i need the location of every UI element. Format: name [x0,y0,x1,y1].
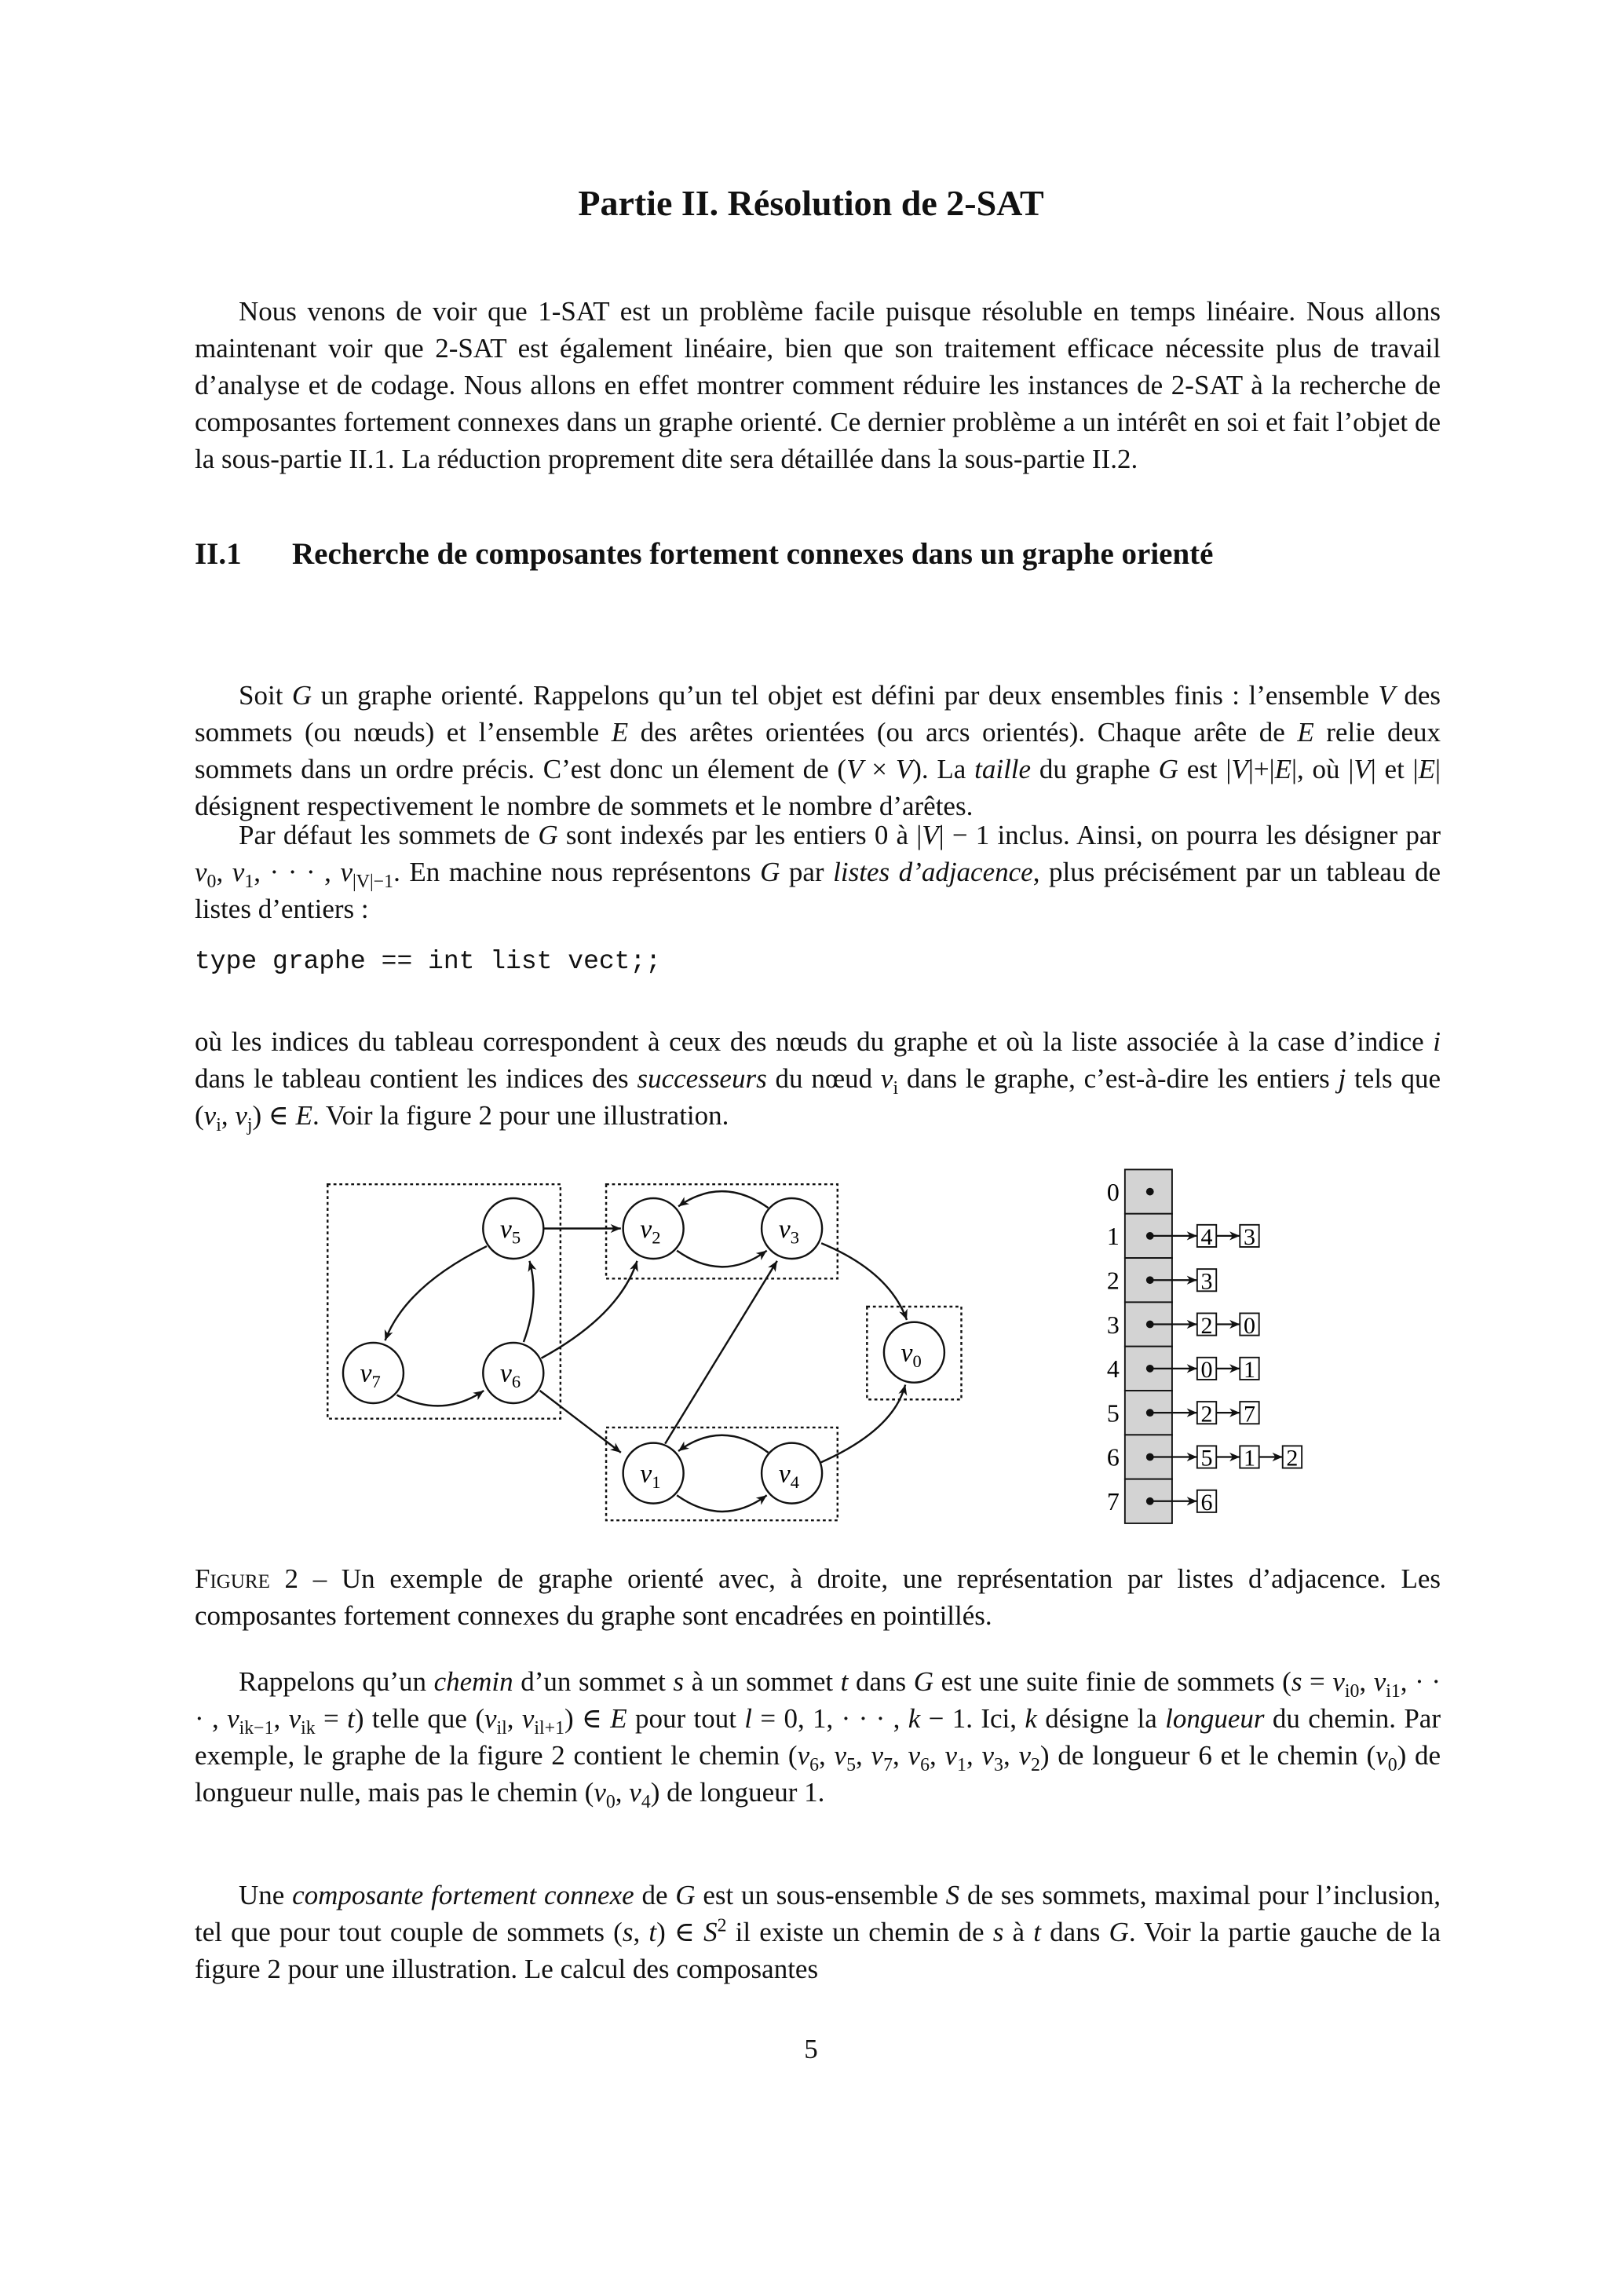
node-v4 [762,1443,822,1504]
text-segment: G [291,680,312,711]
text-segment: v [288,1703,301,1734]
text-segment: k [1025,1703,1037,1734]
text-segment: v [834,1740,847,1771]
text-segment: longueur [1165,1703,1265,1734]
text-segment: , [966,1740,982,1771]
text-segment: v [880,1063,893,1094]
text-segment: listes d’adjacence [833,857,1033,887]
list-value: 2 [1200,1312,1213,1339]
node-label: $v_0$ [901,1338,922,1371]
text-segment: ). La [912,754,975,784]
text-segment: dans le tableau contient les indices des [195,1063,637,1094]
paragraph-graph-definition [195,677,1441,824]
text-segment: i0 [1344,1681,1360,1702]
text-segment: v [797,1740,810,1771]
text-segment: tels que ( [195,1063,1441,1131]
text-segment: dans [1041,1917,1109,1947]
text-segment: |+| [1248,754,1275,784]
list-value: 4 [1200,1224,1213,1251]
edge-v4-v1 [678,1435,769,1453]
text-segment: S [703,1917,718,1947]
text-segment: = [315,1703,348,1734]
text-segment: v [195,857,207,887]
text-segment: t [347,1703,355,1734]
node-label: $v_2$ [640,1214,661,1248]
text-segment: 0 [605,1792,616,1812]
node-label: $v_4$ [778,1459,799,1492]
text-segment: − 1. Ici, [920,1703,1025,1734]
text-segment: , [273,1703,289,1734]
text-segment: v [871,1740,884,1771]
edge-v3-v2 [678,1191,769,1208]
text-segment: i [893,1078,899,1099]
text-segment: ik−1 [239,1718,274,1738]
edge-v3-v0 [821,1243,907,1320]
text-segment: un graphe orienté. Rappelons qu’un tel objet est défini par deux ensembles finis : l’ensemble [312,680,1379,711]
text-segment: v [629,1777,641,1808]
text-segment: E [1418,754,1435,784]
text-segment: Rappelons qu’un [239,1666,434,1697]
text-segment: V [1353,754,1371,784]
adjacency-row [1107,1347,1259,1391]
text-segment: E [611,717,629,748]
adjacency-row [1107,1479,1216,1523]
text-segment: 0 [1387,1755,1397,1775]
text-segment: v [1373,1666,1386,1697]
text-segment: v [981,1740,995,1771]
text-segment: désigne la [1036,1703,1166,1734]
adjacency-row [1107,1435,1302,1479]
text-segment: , [1359,1666,1374,1697]
text-segment: à un sommet [684,1666,841,1697]
section-heading [195,536,1451,572]
section-title: Recherche de composantes fortement connexes dans un graphe orienté [292,537,1214,571]
section-number: II.1 [195,537,242,571]
pointer-dot [1146,1188,1154,1196]
text-segment: Une [239,1880,293,1910]
list-value: 3 [1200,1268,1213,1295]
edge-v6-v5 [524,1261,534,1342]
text-segment: , [506,1703,522,1734]
text-segment: Nous venons de voir que 1-SAT est un problème facile puisque résoluble en temps linéaire. Nous allons maintenant voir que 2-SAT est également linéaire, bien que son traitement efficace nécessite plus de travail d’analyse et de codage. Nous allons en effet montrer comment réduire les instances de 2-SAT à la recherche de composantes fortement connexes dans un graphe orienté. Ce dernier problème a un intérêt en soi et fait l’objet de la sous-partie II.1. La réduction proprement dite sera détaillée dans la sous-partie II.2. [195,296,1441,474]
list-value: 7 [1243,1401,1255,1428]
text-segment: |, où | [1291,754,1354,784]
text-segment: du nœud [766,1063,881,1094]
text-segment: v [340,857,353,887]
edge-v4-v0 [820,1385,905,1463]
list-value: 3 [1243,1224,1255,1251]
edge-v6-v1 [540,1391,621,1453]
text-segment: | − 1 inclus. Ainsi, on pourra les désigner par [938,820,1441,850]
text-segment: , plus précisément par un tableau de listes d’entiers : [195,857,1441,924]
text-segment: v [594,1777,606,1808]
text-segment: pour tout [627,1703,745,1734]
text-segment: 4 [641,1792,651,1812]
text-segment: G [1158,754,1178,784]
text-segment: il existe un chemin de [726,1917,993,1947]
text-segment: du graphe [1031,754,1159,784]
array-index: 3 [1106,1311,1120,1339]
text-segment: v [1375,1740,1388,1771]
node-label: $v_3$ [778,1214,799,1248]
node-label: $v_1$ [640,1459,661,1492]
text-segment: taille [974,754,1032,784]
text-segment: relie deux sommets dans un ordre précis. C’est donc un élement de ( [195,717,1441,784]
text-segment: s [673,1666,684,1697]
text-segment: v [232,857,245,887]
figure-caption [195,1560,1441,1634]
text-segment: G [913,1666,933,1697]
text-segment: S [945,1880,960,1910]
text-segment: = 0, 1, · · · , [752,1703,908,1734]
node-v3 [762,1198,822,1259]
text-segment: ) telle que ( [354,1703,484,1734]
paragraph-indexing [195,817,1441,927]
list-value: 1 [1243,1357,1255,1384]
text-segment: ) ∈ [564,1703,611,1734]
text-segment: l [744,1703,753,1734]
text-segment: de ses sommets, maximal pour l’inclusion, tel que pour tout couple de sommets ( [195,1880,1441,1947]
node-v7 [343,1343,404,1403]
array-index: 5 [1106,1399,1120,1428]
text-segment: sont indexés par les entiers 0 à | [557,820,922,850]
text-segment: ) de longueur nulle, mais pas le chemin ( [195,1740,1441,1808]
node-v0 [884,1322,944,1383]
array-index: 7 [1106,1488,1120,1516]
text-segment: | désignent respectivement le nombre de sommets et le nombre d’arêtes. [195,754,1441,821]
text-segment: v [203,1100,217,1131]
text-segment: , [221,1100,236,1131]
text-segment: , [1003,1740,1019,1771]
text-segment: × [863,754,896,784]
text-segment: ) de longueur 6 et le chemin ( [1039,1740,1376,1771]
text-segment: t [840,1666,849,1697]
text-segment: G [675,1880,696,1910]
text-segment: s [992,1917,1004,1947]
paragraph-intro [195,293,1441,477]
text-segment: est un sous-ensemble [695,1880,946,1910]
list-value: 1 [1243,1445,1255,1472]
node-v5 [483,1198,543,1259]
text-segment: dans [848,1666,914,1697]
text-segment: t [648,1917,657,1947]
text-segment: ) ∈ [656,1917,704,1947]
text-segment: ) ∈ [252,1100,296,1131]
text-segment: successeurs [637,1063,767,1094]
adjacency-row [1107,1169,1172,1213]
text-segment: v [227,1703,239,1734]
text-segment: est une suite finie de sommets ( [933,1666,1291,1697]
text-segment: v [1332,1666,1345,1697]
text-segment: i [1433,1026,1441,1057]
text-segment: des sommets (ou nœuds) et l’ensemble [195,680,1441,748]
node-label: $v_5$ [499,1214,521,1248]
paragraph-path-definition [195,1663,1441,1811]
text-segment: , [615,1777,630,1808]
text-segment: 1 [957,1755,966,1775]
text-segment: G [760,857,780,887]
text-segment: dans le graphe, c’est-à-dire les entiers [898,1063,1339,1094]
array-index: 4 [1106,1355,1120,1384]
text-segment: v [521,1703,535,1734]
text-segment: de [634,1880,676,1910]
text-segment: , [892,1740,908,1771]
text-segment: il [496,1718,507,1738]
text-segment: 3 [994,1755,1003,1775]
text-segment: à [1003,1917,1034,1947]
adjacency-row [1107,1214,1259,1258]
page-title: Partie II. Résolution de 2-SAT [578,183,1044,223]
text-segment: = [1302,1666,1333,1697]
edge-v1-v4 [677,1495,767,1512]
text-segment: V [846,754,864,784]
text-segment: j [247,1115,253,1135]
text-segment: V [922,820,939,850]
text-segment: E [295,1100,312,1131]
text-segment: v [944,1740,958,1771]
node-v6 [483,1343,543,1403]
text-segment: où les indices du tableau correspondent à ceux des nœuds du graphe et où la liste associée à la case d’indice [195,1026,1434,1057]
array-index: 6 [1106,1443,1120,1472]
text-segment: j [1338,1063,1346,1094]
node-v2 [623,1198,684,1259]
text-segment: s [1291,1666,1302,1697]
text-segment: est | [1178,754,1232,784]
text-segment: ) de longueur 1. [650,1777,825,1808]
text-segment: Figure 2 [195,1563,299,1594]
text-segment: Par défaut les sommets de [239,820,539,850]
text-segment: il+1 [534,1718,564,1738]
list-value: 0 [1200,1357,1213,1384]
text-segment: |V|−1 [353,872,394,892]
code-type-definition: type graphe == int list vect;; [195,947,662,976]
edge-v7-v6 [396,1391,484,1406]
text-segment: , · · · , [254,857,341,887]
edge-v2-v3 [677,1251,767,1267]
text-segment: G [1109,1917,1129,1947]
figure-2 [0,1139,1622,1547]
text-segment: 7 [883,1755,893,1775]
text-segment: 6 [809,1755,820,1775]
text-segment: d’un sommet [521,1666,674,1697]
node-label: $v_7$ [360,1358,381,1392]
text-segment: 0 [206,872,217,892]
text-segment: du chemin. Par exemple, le graphe de la figure 2 contient le chemin ( [195,1703,1441,1771]
text-segment: Soit [239,680,292,711]
list-value: 5 [1200,1445,1213,1472]
text-segment: s [622,1917,634,1947]
text-segment: V [1378,680,1395,711]
text-segment: ik [301,1718,316,1738]
text-segment: , · · · , [195,1666,1441,1734]
text-segment: , [856,1740,871,1771]
text-segment: E [610,1703,627,1734]
text-segment: V [895,754,913,784]
text-segment: – Un exemple de graphe orienté avec, à droite, une représentation par listes d’adjacence. Les composantes fortement connexes du graphe sont encadrées en pointillés. [195,1563,1441,1631]
text-segment: par [780,857,834,887]
text-segment: composante fortement connexe [292,1880,634,1910]
text-segment: , [216,857,232,887]
text-segment: 2 [1031,1755,1040,1775]
text-segment: v [1018,1740,1032,1771]
text-segment: | et | [1370,754,1419,784]
text-segment: , [633,1917,649,1947]
text-segment: 1 [244,872,254,892]
list-value: 6 [1200,1490,1213,1516]
list-value: 0 [1243,1312,1255,1339]
text-segment: V [1231,754,1248,784]
text-segment: t [1033,1917,1041,1947]
text-segment: . Voir la figure 2 pour une illustration. [312,1100,729,1131]
text-segment: 2 [717,1915,727,1936]
text-segment: , [929,1740,945,1771]
text-segment: . En machine nous représentons [393,857,761,887]
text-segment: i [216,1115,221,1135]
page-number: 5 [804,2034,818,2064]
paragraph-adjacency [195,1023,1441,1134]
adjacency-row [1107,1391,1259,1435]
text-segment: v [235,1100,247,1131]
text-segment: , [819,1740,835,1771]
text-segment: chemin [433,1666,521,1697]
paragraph-scc-definition [195,1877,1441,1987]
edge-v6-v2 [541,1261,637,1358]
text-segment: i1 [1386,1681,1401,1702]
edge-v5-v7 [385,1246,487,1340]
text-segment: E [1297,717,1314,748]
edge-v1-v3 [665,1261,777,1444]
adjacency-row [1107,1258,1216,1302]
list-value: 2 [1200,1401,1213,1428]
node-v1 [623,1443,684,1504]
text-segment: v [908,1740,921,1771]
list-value: 2 [1286,1445,1299,1472]
text-segment: v [484,1703,497,1734]
array-index: 0 [1106,1178,1120,1206]
array-index: 2 [1106,1267,1120,1295]
text-segment: E [1274,754,1291,784]
adjacency-row [1107,1302,1259,1346]
text-segment: G [538,820,558,850]
text-segment: 6 [920,1755,930,1775]
node-label: $v_6$ [499,1358,521,1392]
array-index: 1 [1106,1223,1120,1251]
text-segment: k [908,1703,921,1734]
text-segment: . Voir la partie gauche de la figure 2 pour une illustration. Le calcul des composantes [195,1917,1441,1984]
text-segment: des arêtes orientées (ou arcs orientés). Chaque arête de [628,717,1298,748]
text-segment: 5 [846,1755,856,1775]
